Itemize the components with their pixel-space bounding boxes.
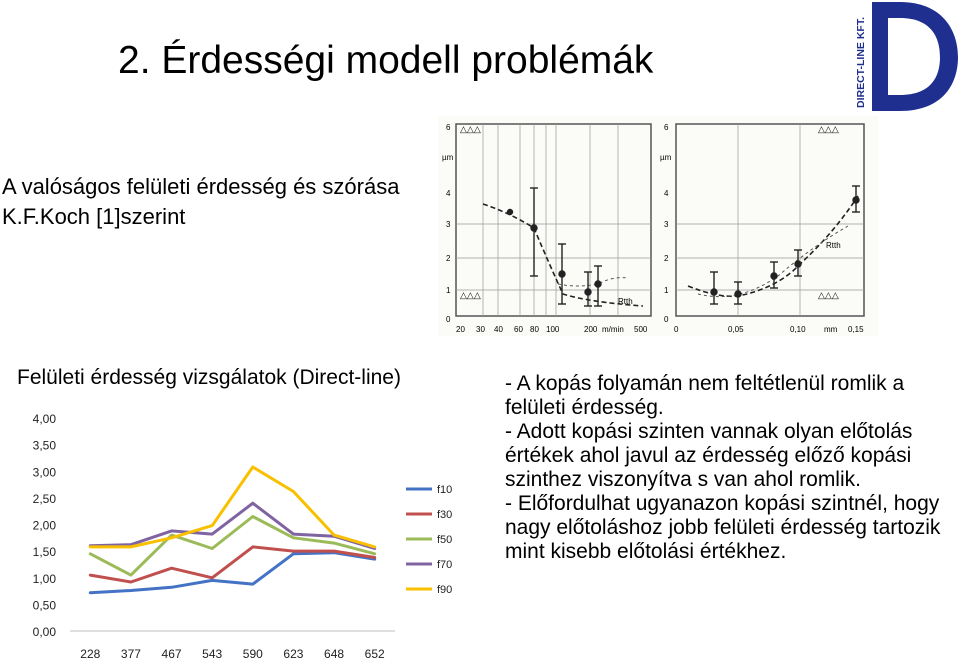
bullet-list	[505, 372, 955, 564]
x-tick-label: 652	[364, 647, 385, 661]
koch-left-unit: µm	[442, 153, 454, 162]
koch-left-roughness-symbol-low: △△△	[460, 290, 481, 300]
slide-title: 2. Érdességi modell problémák	[118, 39, 654, 82]
koch-right-unit: µm	[660, 153, 672, 162]
koch-right-x005: 0,05	[728, 325, 744, 334]
koch-left-x80: 80	[530, 325, 539, 334]
y-tick-label: 0,00	[32, 625, 56, 639]
x-tick-label: 228	[80, 647, 101, 661]
x-tick-label: 467	[161, 647, 182, 661]
koch-right-x010: 0,10	[790, 325, 806, 334]
bullet-item: - Adott kopási szinten vannak olyan előtolás értékek ahol javul az érdesség előző kopási szinthez viszonyítva s van ahol romlik.	[505, 420, 913, 491]
legend-label-f90: f90	[437, 584, 453, 596]
series-line-f90	[90, 467, 374, 547]
y-tick-label: 3,00	[32, 465, 56, 480]
koch-right-y3: 3	[664, 220, 669, 229]
section-label: Felületi érdesség vizsgálatok (Direct-line)	[17, 366, 401, 389]
bullet-item: - A kopás folyamán nem feltétlenül romlik a felületi érdesség.	[505, 372, 905, 419]
x-tick-label: 377	[120, 647, 141, 661]
koch-left-y1: 1	[446, 286, 451, 295]
koch-right-y6: 6	[664, 123, 669, 132]
koch-right-roughness-symbol: △△△	[818, 124, 839, 134]
direct-line-logo	[850, 0, 959, 113]
koch-right-roughness-symbol-low: △△△	[818, 290, 839, 300]
koch-left-y6: 6	[446, 123, 451, 132]
koch-left-x30: 30	[476, 325, 485, 334]
x-tick-label: 623	[283, 647, 304, 661]
koch-right-y4: 4	[664, 189, 669, 198]
koch-left-x40: 40	[494, 325, 503, 334]
koch-left-roughness-symbol: △△△	[460, 124, 481, 134]
koch-left-curve-label: Rtth	[618, 297, 633, 306]
koch-right-x-unit: mm	[824, 325, 838, 334]
koch-left-y2: 2	[446, 254, 451, 263]
koch-left-panel	[442, 123, 651, 334]
koch-left-x200: 200	[584, 325, 598, 334]
koch-right-panel	[660, 123, 864, 334]
koch-left-x500: 500	[634, 325, 648, 334]
koch-left-x-unit: m/min	[602, 325, 624, 334]
y-tick-label: 3,50	[32, 438, 56, 453]
legend-label-f50: f50	[437, 534, 453, 546]
x-tick-label: 543	[202, 647, 223, 661]
koch-right-y0: 0	[664, 315, 669, 324]
subtitle: A valóságos felületi érdesség és szórása K.F.Koch [1]szerint	[2, 174, 400, 229]
roughness-line-chart	[0, 400, 470, 662]
koch-left-x20: 20	[456, 325, 465, 334]
series-line-f30	[90, 547, 374, 582]
koch-right-y2: 2	[664, 254, 669, 263]
koch-left-x60: 60	[514, 325, 523, 334]
y-tick-label: 0,50	[32, 598, 56, 613]
logo-text: DIRECT-LINE KFT.	[855, 17, 867, 108]
koch-right-y1: 1	[664, 286, 669, 295]
y-tick-label: 1,00	[32, 571, 56, 586]
koch-right-x015: 0,15	[848, 325, 864, 334]
y-tick-label: 4,00	[32, 412, 56, 426]
koch-roughness-figure	[438, 116, 878, 336]
y-tick-label: 2,00	[32, 518, 56, 533]
koch-left-y4: 4	[446, 189, 451, 198]
koch-left-x100: 100	[546, 325, 560, 334]
x-tick-label: 648	[324, 647, 345, 661]
y-tick-label: 2,50	[32, 491, 56, 506]
x-tick-label: 590	[242, 647, 263, 661]
legend-label-f10: f10	[437, 484, 453, 496]
koch-right-curve-label: Rtth	[826, 241, 841, 250]
legend-label-f30: f30	[437, 509, 453, 521]
bullet-item: - Előfordulhat ugyanazon kopási szintnél, hogy nagy előtoláshoz jobb felületi érdesség tartozik mint kisebb előtolási értékhez.	[505, 492, 941, 563]
koch-left-y0: 0	[446, 315, 451, 324]
koch-right-x0: 0	[674, 325, 679, 334]
y-tick-label: 1,50	[32, 545, 56, 560]
koch-left-y3: 3	[446, 220, 451, 229]
legend-label-f70: f70	[437, 559, 453, 571]
